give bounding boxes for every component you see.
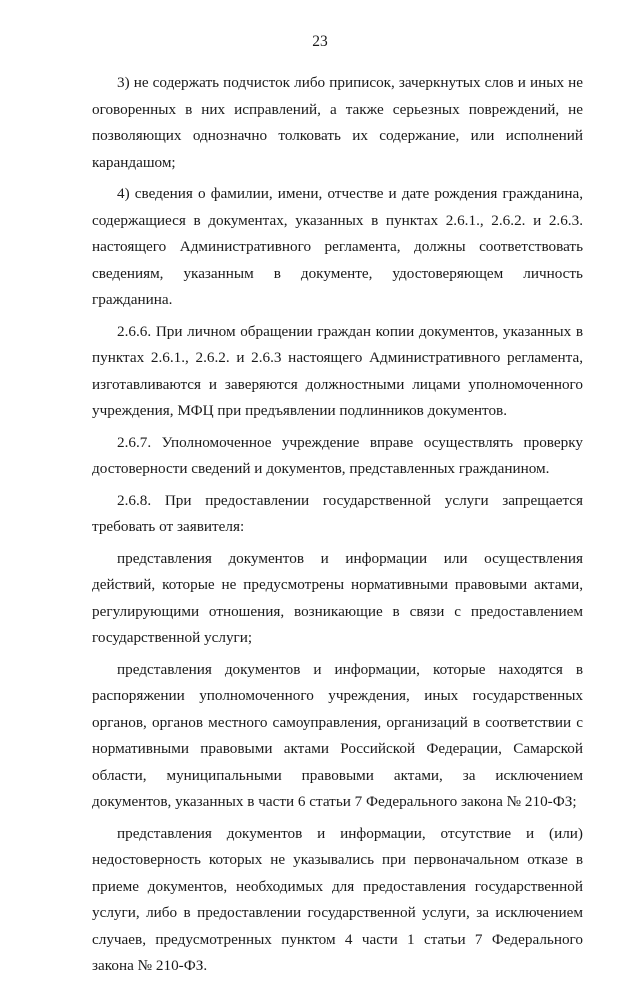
paragraph-3-requirements: 3) не содержать подчисток либо приписок, зачеркнутых слов и иных не оговоренных в них исправлений, а также серьезных повреждений, не позволяющих однозначно толковать их содержание, или исполнений карандашом; [92, 74, 583, 171]
paragraph-2-6-6: 2.6.6. При личном обращении граждан копии документов, указанных в пунктах 2.6.1., 2.6.2. и 2.6.3 настоящего Административного регламента, изготавливаются и заверяются должностными лицами уполномоченного учреждения, МФЦ при предъявлении подлинников документов. [92, 322, 583, 419]
paragraph-prohibition-3: представления документов и информации, отсутствие и (или) недостоверность которых не указывались при первоначальном отказе в приеме документов, необходимых для предоставления государственной услуги, либо в предоставлении государственной услуги, за исключением случаев, предусмотренных пунктом 4 части 1 статьи 7 Федерального закона № 210-ФЗ. [92, 824, 583, 974]
document-body [92, 70, 583, 985]
page-number: 23 [312, 33, 328, 50]
paragraph-prohibition-2: представления документов и информации, которые находятся в распоряжении уполномоченного учреждения, иных государственных органов, органов местного самоуправления, организаций в соответствии с нормативными правовыми актами Российской Федерации, Самарской области, муниципальными правовыми актами, за исключением документов, указанных в части 6 статьи 7 Федерального закона № 210-ФЗ; [92, 660, 583, 810]
paragraph-prohibition-1: представления документов и информации или осуществления действий, которые не предусмотрены нормативными правовыми актами, регулирующими отношения, возникающие в связи с предоставлением государственной услуги; [92, 549, 583, 646]
paragraph-2-6-7: 2.6.7. Уполномоченное учреждение вправе осуществлять проверку достоверности сведений и документов, представленных гражданином. [92, 433, 583, 477]
paragraph-2-6-8: 2.6.8. При предоставлении государственной услуги запрещается требовать от заявителя: [92, 491, 583, 535]
paragraph-4-personal-data: 4) сведения о фамилии, имени, отчестве и дате рождения гражданина, содержащиеся в документах, указанных в пунктах 2.6.1., 2.6.2. и 2.6.3. настоящего Административного регламента, должны соответствовать сведениям, указанным в документе, удостоверяющем личность гражданина. [92, 185, 583, 308]
